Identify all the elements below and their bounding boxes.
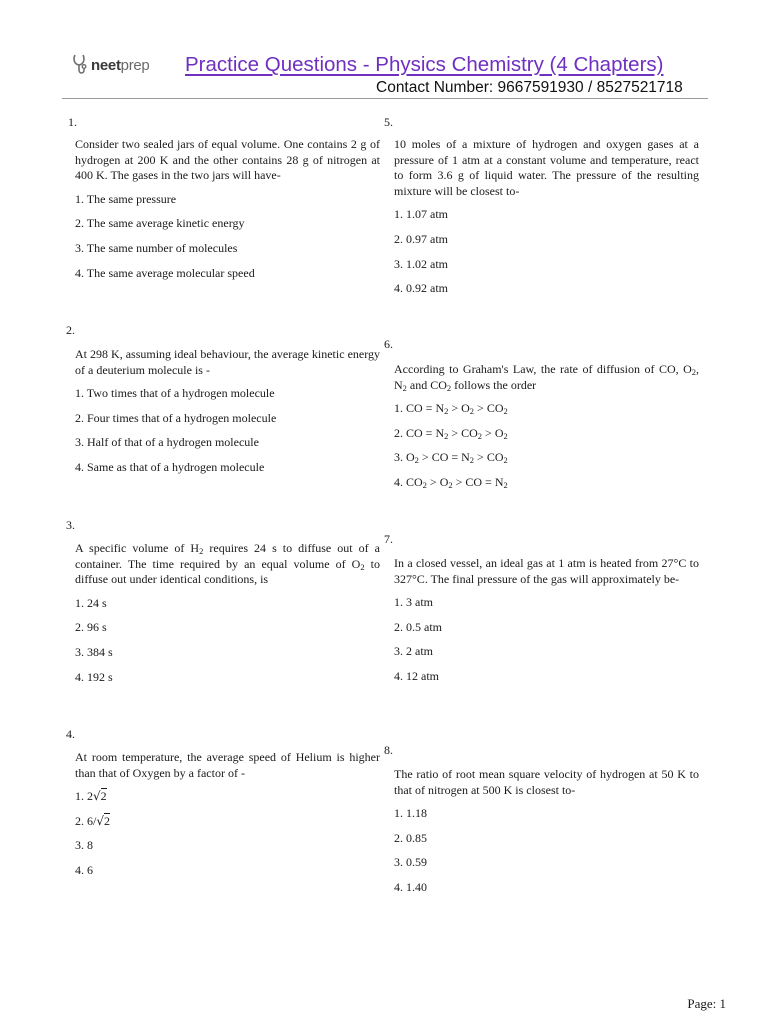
- answer-option: 4. The same average molecular speed: [75, 265, 255, 280]
- page-title[interactable]: Practice Questions - Physics Chemistry (4 Chapters): [185, 53, 664, 76]
- question-number: 6.: [384, 337, 393, 351]
- answer-option: 3. 2 atm: [394, 644, 433, 659]
- question-block: [394, 767, 699, 905]
- answer-option: 3. 0.59: [394, 855, 427, 870]
- question-number: 2.: [66, 323, 75, 337]
- answer-option: 3. $O_2$ > CO = $N_2 > CO_2$: [394, 450, 508, 466]
- answer-option: 4. 12 atm: [394, 668, 439, 683]
- answer-option: 2. 0.97 atm: [394, 231, 448, 246]
- answer-option: 1. 1.07 atm: [394, 207, 448, 222]
- question-stem: Consider two sealed jars of equal volume. One contains 2 g of hydrogen at 200 K and the other contains 28 g of nitrogen at 400 K. The gases in the two jars will have-: [75, 137, 380, 183]
- question-block: [75, 750, 380, 888]
- answer-option: 1. 3 atm: [394, 595, 433, 610]
- question-stem: At 298 K, assuming ideal behaviour, the average kinetic energy of a deuterium molecule is -: [75, 347, 380, 377]
- question-number: 7.: [384, 532, 393, 546]
- question-stem: At room temperature, the average speed of Helium is higher than that of Oxygen by a factor of -: [75, 750, 380, 780]
- answer-option: 4. Same as that of a hydrogen molecule: [75, 459, 265, 474]
- question-block: [75, 347, 380, 485]
- answer-option: 1. CO = $N_2 > O_2 > CO_2$: [394, 401, 508, 417]
- answer-option: 2. Four times that of a hydrogen molecule: [75, 410, 277, 425]
- question-number: 5.: [384, 115, 393, 129]
- question-number: 8.: [384, 743, 393, 757]
- question-block: [394, 556, 699, 694]
- answer-option: 2. 6/√2: [75, 813, 110, 828]
- answer-option: 4. 1.40: [394, 879, 427, 894]
- answer-option: 1. 24 s: [75, 595, 107, 610]
- question-stem: In a closed vessel, an ideal gas at 1 atm is heated from 27°C to 327°C. The final pressure of the gas will approximately be-: [394, 556, 699, 586]
- question-stem: According to Graham's Law, the rate of diffusion of CO, $O_2$, $N_2$ and $CO_2$ follows the order: [394, 362, 699, 393]
- question-block: [75, 137, 380, 290]
- answer-option: 2. 96 s: [75, 620, 107, 635]
- question-number: 1.: [68, 115, 77, 129]
- question-block: [394, 362, 699, 500]
- answer-option: 1. The same pressure: [75, 191, 177, 206]
- logo-prep-text: prep: [120, 56, 150, 74]
- answer-option: 2. 0.5 atm: [394, 619, 442, 634]
- answer-option: 3. Half of that of a hydrogen molecule: [75, 435, 259, 450]
- answer-option: 4. 6: [75, 862, 93, 877]
- question-stem: 10 moles of a mixture of hydrogen and oxygen gases at a pressure of 1 atm at a constant volume and temperature, react to form 3.6 g of liquid water. The pressure of the resulting mixture will be closest to-: [394, 137, 699, 198]
- answer-option: 3. 384 s: [75, 644, 113, 659]
- question-number: 3.: [66, 518, 75, 532]
- question-number: 4.: [66, 727, 75, 741]
- answer-option: 4. 192 s: [75, 669, 113, 684]
- answer-option: 1. Two times that of a hydrogen molecule: [75, 386, 275, 401]
- answer-option: 2. 0.85: [394, 830, 427, 845]
- contact-number: Contact Number: 9667591930 / 8527521718: [376, 79, 683, 96]
- answer-option: 1. 1.18: [394, 806, 427, 821]
- answer-option: 3. The same number of molecules: [75, 240, 238, 255]
- question-block: [394, 137, 699, 306]
- neetprep-logo: [72, 53, 149, 77]
- answer-option: 1. 2√2: [75, 789, 107, 804]
- logo-neet-text: neet: [91, 56, 121, 74]
- answer-option: 3. 1.02 atm: [394, 256, 448, 271]
- answer-option: 2. The same average kinetic energy: [75, 216, 245, 231]
- question-stem: A specific volume of $H_2$ requires 24 s to diffuse out of a container. The time required by an equal volume of $O_2$ to diffuse out under identical conditions, is: [75, 541, 380, 587]
- answer-option: 4. 0.92 atm: [394, 281, 448, 296]
- page-header: [0, 0, 768, 100]
- answer-option: 3. 8: [75, 838, 93, 853]
- answer-option: 2. CO = $N_2 > CO_2 > O_2$: [394, 425, 508, 441]
- answer-option: 4. $CO_2 > O_2$ > CO = $N_2$: [394, 474, 508, 490]
- question-block: [75, 541, 380, 694]
- stethoscope-icon: [72, 53, 90, 77]
- question-stem: The ratio of root mean square velocity of hydrogen at 50 K to that of nitrogen at 500 K is closest to-: [394, 767, 699, 797]
- page-number: Page: 1: [687, 996, 726, 1011]
- header-divider: [62, 98, 708, 99]
